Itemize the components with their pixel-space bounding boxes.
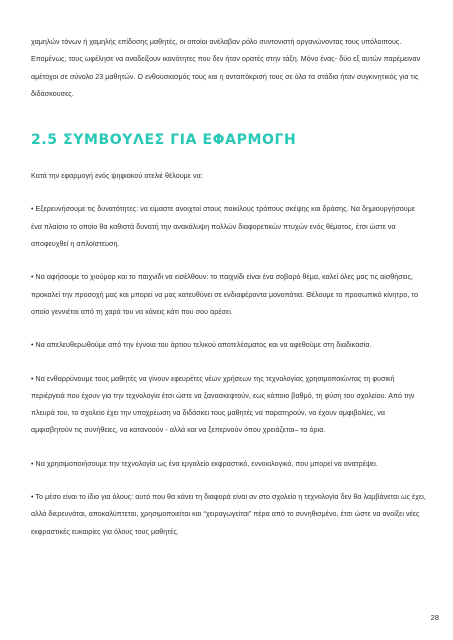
bullet-item: • Εξερευνήσουμε τις δυνατότητες: να είμαστε ανοιχτοί στους ποικίλους τρόπους σκέψης και δράσης. Να δημιουργήσουμε ένα πλαίσιο το οποίο θα καθιστά δυνατή την ανακάλυψη πολλών διαφορετικών πτυχών ενός θέματος, έτσι ώστε να αποφευχθεί η απλοϊστευση. <box>31 205 416 249</box>
bullet-item: • Να χρησιμοποιήσουμε την τεχνολογία ως ένα εργαλείο εκφραστικό, εννοιολογικό, που μπορεί να ανατρέψει. <box>31 459 378 468</box>
continued-paragraph: χαμηλών τόνων ή χαμηλής επίδοσης μαθητές, οι οποίοι ανέλαβαν ρόλο συντονιστή οργανώνοντας τους υπόλοιπους. Επομένως, τους ωφέλησε να αναδείξουν ικανότητες που δεν ήταν ορατές στην τάξη. Μόνο ένας- δύο εξ αυτών παρέμειναν αμέτοχοι σε σύνολο 23 μαθητών. Ο ενθουσιασμός τους και η ανταπόκρισή τους σε όλα τα στάδια ήταν συγκινητικός για τις διδάσκουσες. <box>31 38 421 98</box>
bullet-item: • Να αφήσουμε το χιούμορ και το παιχνίδι να εισέλθουν: το παιχνίδι είναι ένα σοβαρό θέμα, καλεί όλες μας τις αισθήσεις, προκαλεί την προσοχή μας και μπορεί να μας κατευθύνει σε ενδιαφέροντα μονοπάτια. Θέλουμε το προσωπικό κίνητρο, το οποίο γεννιέται από τη χαρά του να κάνεις κάτι που σου αρέσει. <box>31 273 419 316</box>
intro-paragraph: Κατά την εφαρμογή ενός ψηφιακού ατελιέ θέλουμε να: <box>31 172 203 181</box>
page-number: 28 <box>430 613 439 622</box>
section-heading: 2.5 ΣΥΜΒΟΥΛΕΣ ΓΙΑ ΕΦΑΡΜΟΓΗ <box>31 132 297 149</box>
bullet-item: • Να ενθαρρύνουμε τους μαθητές να γίνουν εφευρέτες νέων χρήσεων της τεχνολογίας χρησιμοποιώντας τη φυσική περιέργειά που έχουν για την τεχνολογία έτσι ώστε να ξανασκεφτούν, εως κάποιο βαθμό, τη φύση του σχολείου. Από την πλευρά του, το σχολείο έχει την υποχρέωση να διδάσκει τους μαθητές να παρατηρούν, να έχουν αμφιβολίες, να αμφισβητούν τις συνήθειες, να κατανοούν - αλλά και να ξεπερνούν όπου χρειάζεται– τα όρια. <box>31 374 415 435</box>
bullet-item: • Να απελευθερωθούμε από την έγνοια του άρτιου τελικού αποτελέσματος και να αφεθούμε στη διαδικασία. <box>31 341 372 350</box>
bullet-item: • Το μέσο είναι το ίδιο για όλους: αυτό που θα κάνει τη διαφορά είναι αν στο σχολείο η τεχνολογία δεν θα λαμβάνεται ως έχει, αλλά διερευνάται, αποκαλύπτεται, χρησιμοποιείται και “χειραγωγείται” πέρα από το συνηθισμένο, έτσι ώστε να ανοίξει νέες εκφραστικές ευκαιρίες για όλους τους μαθητές. <box>31 493 426 536</box>
page-content <box>31 34 426 541</box>
